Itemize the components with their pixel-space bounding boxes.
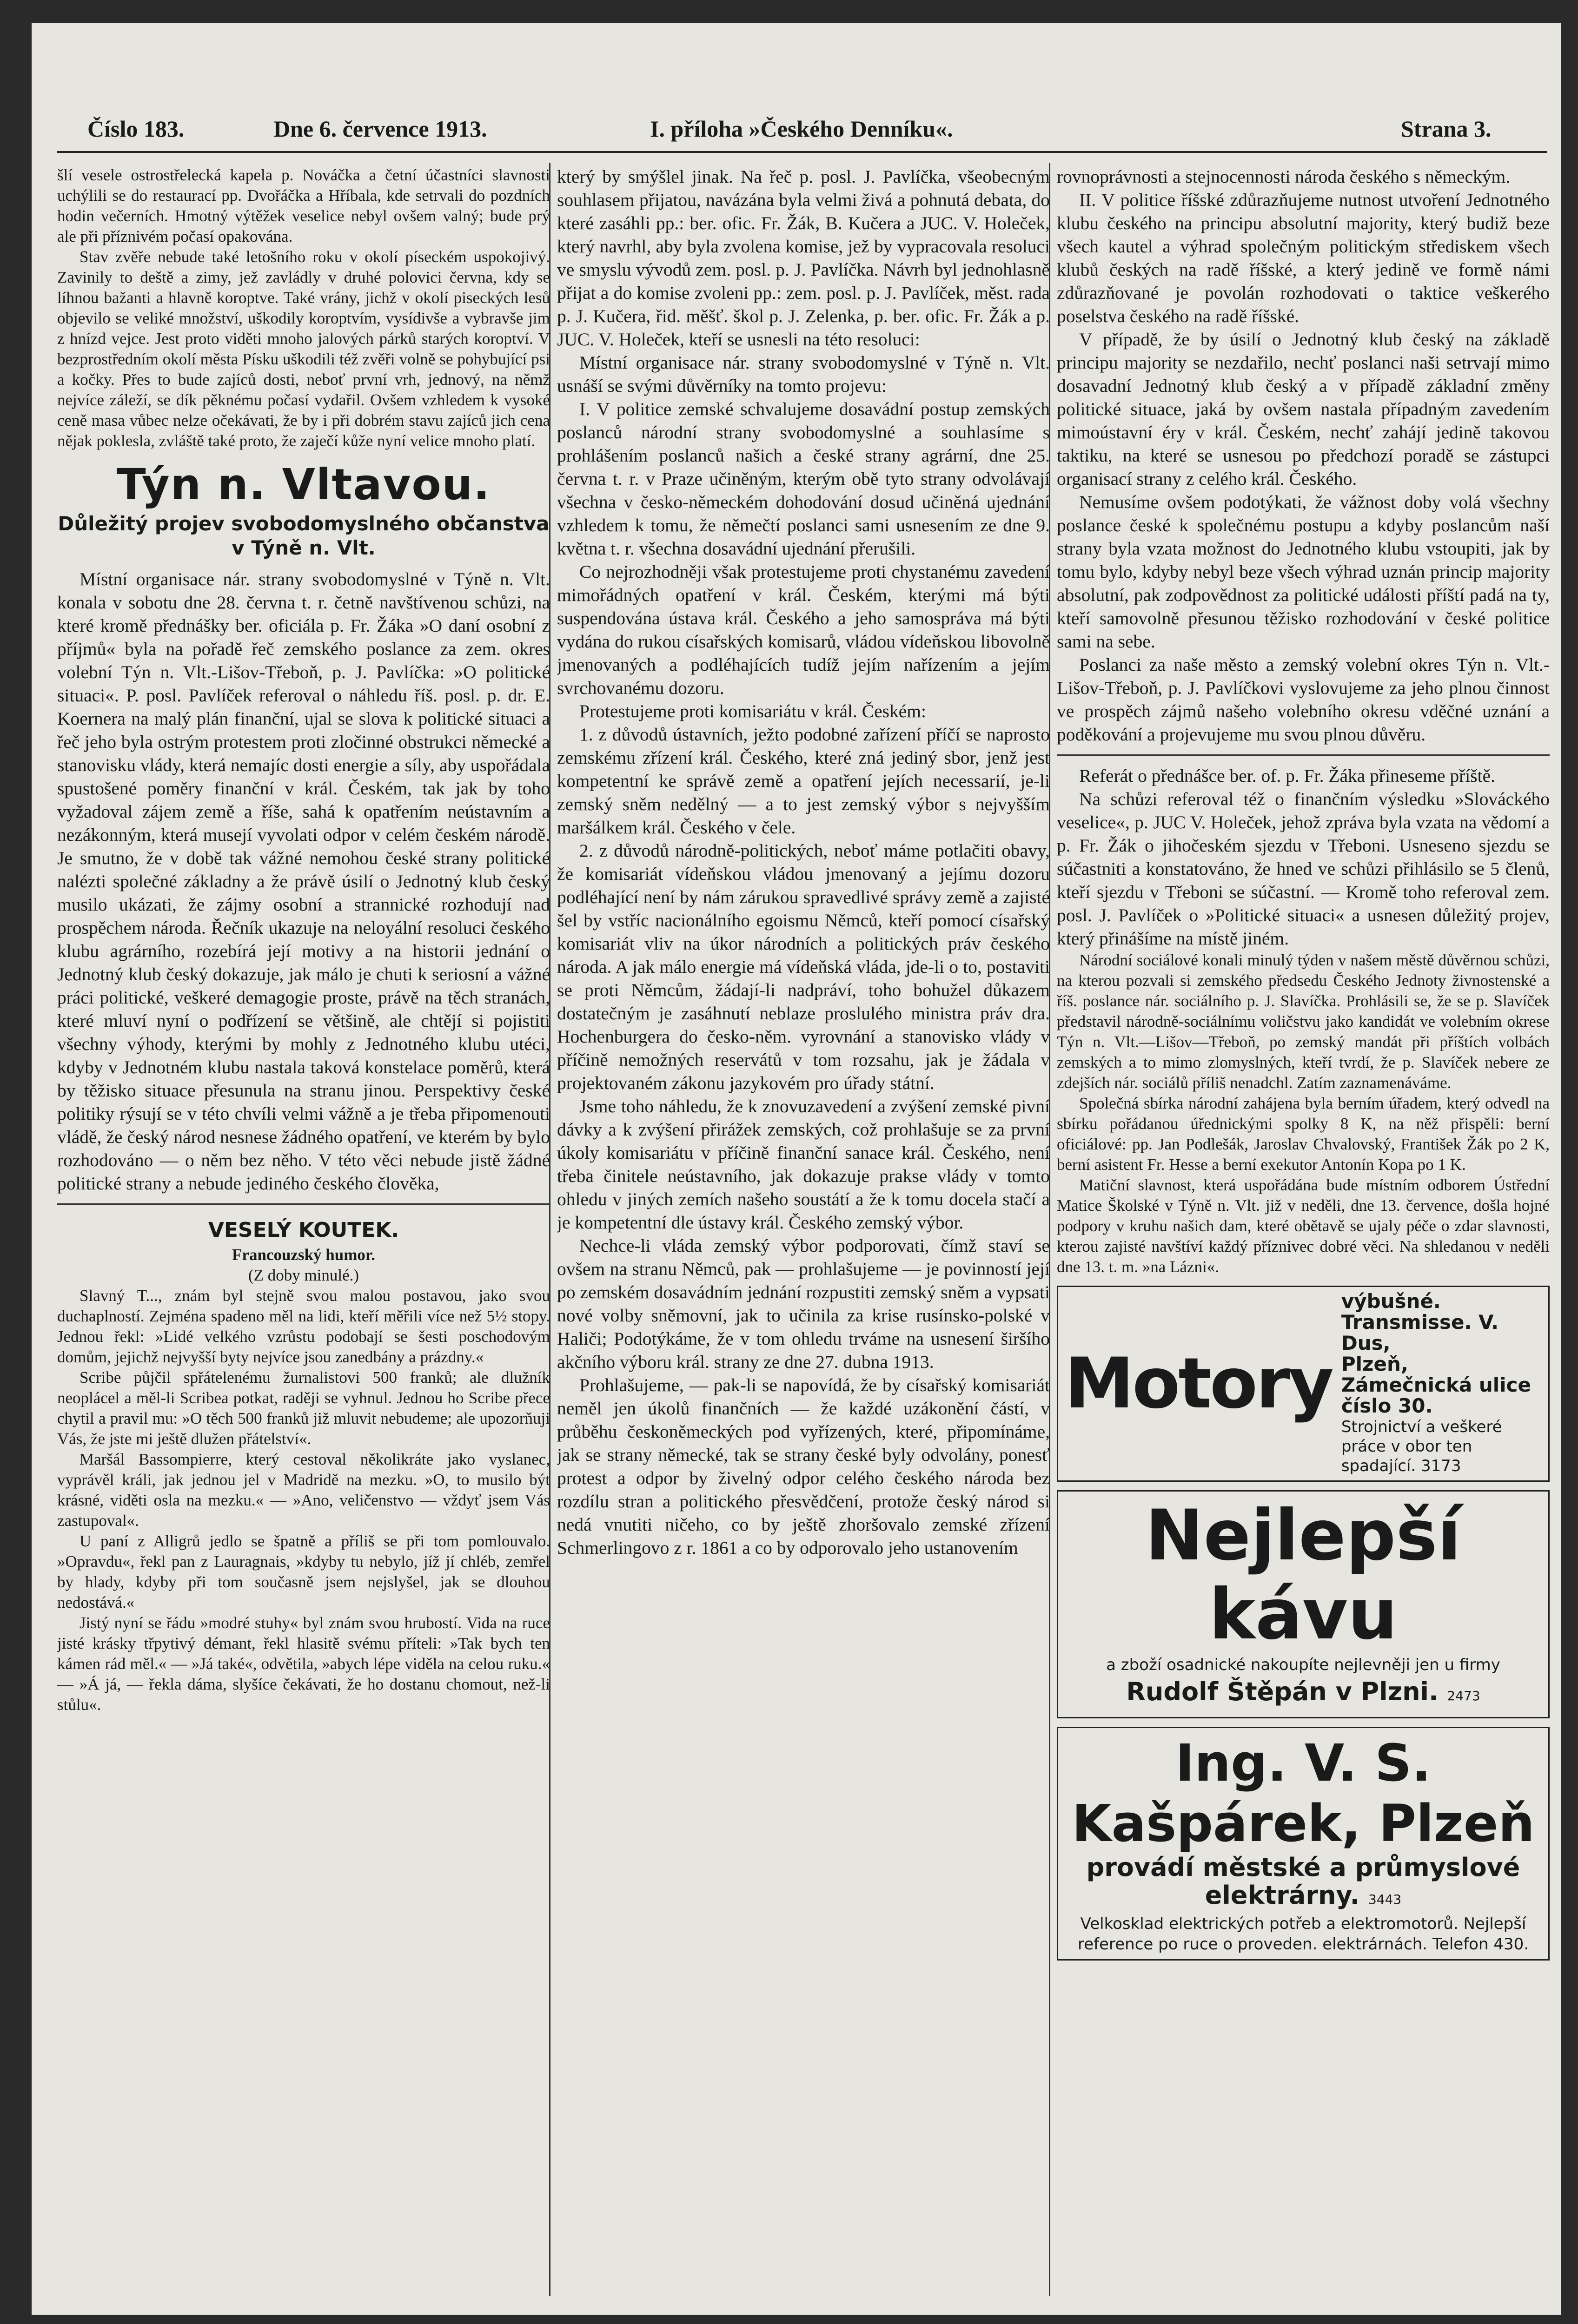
issue-number: Číslo 183. xyxy=(87,116,185,142)
paragraph: V případě, že by úsilí o Jednotný klub český na základě principu majority se nezdařilo, nechť poslanci naši setrvají mimo dosavadní Jednotný klub český a v případě základní změny politické situace, jaká by ovšem nastala případným zavedením mimoústavní éry v král. Českém, nechť zahájí jedině takovou taktiku, na které se usnesou po předchozí poradě se zástupci organisací strany z celého král. Českého. xyxy=(1057,329,1550,489)
divider xyxy=(57,1203,550,1205)
subheading: Francouzský humor. xyxy=(232,1246,375,1264)
article-title: Důležitý projev svobodomyslného občanstva v Týně n. Vlt. xyxy=(58,512,550,559)
issue-date: Dne 6. července 1913. xyxy=(273,116,487,142)
page-number: Strana 3. xyxy=(1401,116,1492,142)
paragraph: I. V politice zemské schvalujeme dosavádní postup zemských poslanců národní strany svobodomyslné a souhlasíme s prohlášením poslanců našich a české strany agrární, dne 25. června t. r. v Praze učiněným, kterým obě tyto strany odvolávají všechna v česko-německém dohodování dosud učiněná ujednání vzhledem k tomu, že němečtí poslanci sami usnesením ze dne 9. května t. r. všechna dosavádní ujednání přerušili. xyxy=(557,399,1050,559)
paragraph: II. V politice říšské zdůrazňujeme nutnost utvoření Jednotného klubu českého na principu absolutní majority, který budiž beze všech kautel a výhrad společným politickým střediskem všech klubů českých na radě říšské, a který jedině ve formě námi zdůrazňované je povolán rozhodovati o taktice veškerého poselstva českého na radě říšské. xyxy=(1057,190,1550,326)
ad-text xyxy=(1341,1292,1542,1476)
ad-code: 3173 xyxy=(1421,1457,1461,1475)
paragraph: Protestujeme proti komisariátu v král. Českém: xyxy=(579,701,926,721)
paragraph: Společná sbírka národní zahájena byla berním úřadem, který odvedl na sbírku pořádanou úřednickými spolky 8 K, na něž přispěli: berní oficiálové: pp. Jan Podlešák, Jaroslav Chvalovský, František Žák po 2 K, berní asistent Fr. Hesse a berní exekutor Antonín Kopa po 1 K. xyxy=(1057,1094,1550,1174)
paragraph: Jistý nyní se řádu »modré stuhy« byl znám svou hrubostí. Vida na ruce jisté krásky třpytivý démant, řekl hlasitě svému příteli: »Tak bych ten kámen rád měl.« — »Já také«, odvětila, »abych lépe viděla na celou ruku.« — »Á já, — řekla dáma, slyšíce čekávati, že ho dostanu chomout, než-li stůlu«. xyxy=(57,1614,550,1714)
supplement-title: I. příloha »Českého Denníku«. xyxy=(650,116,953,142)
page-header xyxy=(32,23,1561,158)
paragraph: Co nejrozhodněji však protestujeme proti chystanému zavedení mimořádných opatření v král. Českém, kterými má býti suspendována ústava král. Českého a jeho samospráva má býti vydána do rukou císařských komisarů, vládou vídeňskou libovolně jmenovaných a podléhajících tudíž jejím nařízením a jejím svrchovanému dozoru. xyxy=(557,561,1050,698)
section-title: Týn n. Vltavou. xyxy=(116,460,491,509)
ad-headline: Ing. V. S. Kašpárek, Plzeň xyxy=(1072,1733,1535,1853)
section-heading: VESELÝ KOUTEK. xyxy=(208,1218,399,1242)
ad-firm xyxy=(1065,1676,1542,1712)
paragraph: Nechce-li vláda zemský výbor podporovati, čímž staví se ovšem na stranu Němců, pak — prohlašujeme — je povinností její po zemském dosavádním jednání rozpustiti zemský sněm a vypsati nové volby sněmovní, jak to učinila za krise rusínsko-polské v Haliči; Podotýkáme, že v tom ohledu trváme na usnesení širšího akčního výboru král. strany ze dne 27. dubna 1913. xyxy=(557,1235,1050,1372)
ad-line: Plzeň, Zámečnická ulice číslo 30. xyxy=(1341,1353,1531,1417)
paragraph: který by smýšlel jinak. Na řeč p. posl. J. Pavlíčka, všeobecným souhlasem přijatou, navázána byla velmi živá a pohnutá debata, do které zasáhli pp.: ber. ofic. Fr. Žák, B. Kučera a JUC. V. Holeček, který navrhl, aby byla zvolena komise, jež by vypracovala resoluci ve smyslu vývodů zem. posl. p. J. Pavlíčka. Návrh byl jednohlasně přijat a do komise zvoleni pp.: zem. posl. p. J. Pavlíček, měst. rada p. J. Kučera, řid. měšť. škol p. J. Zelenka, p. ber. ofic. Fr. Žák a p. JUC. V. Holeček, kteří se usnesli na této resoluci: xyxy=(557,166,1050,350)
paragraph: Maršál Bassompierre, který cestoval několikráte jako vyslanec, vyprávěl králi, jak jednou jel v Madridě na mezku. »O, to musilo být krásné, viděti osla na mezku.« — »Ano, veličenstvo — vždyť jsem Vás zastupoval«. xyxy=(57,1450,550,1530)
column-2 xyxy=(557,165,1050,2303)
ad-headline: Motory xyxy=(1065,1343,1332,1424)
ad-line xyxy=(1065,1882,1542,1914)
advertisement-motory xyxy=(1057,1286,1550,1482)
newspaper-page xyxy=(32,23,1561,2315)
subheading: (Z doby minulé.) xyxy=(248,1266,359,1284)
paragraph: Slavný T..., znám byl stejně svou malou postavou, jako svou duchaplností. Zejména spadeno měl na lidi, kteří měřili více než 5½ stopy. Jednou řekl: »Lidé velkého vzrůstu podobají se šesti poschodovým domům, jejichž nejvyšší byty nejvíce jsou zanedbány a prázdny.« xyxy=(57,1287,550,1366)
paragraph: Nemusíme ovšem podotýkati, že vážnost doby volá všechny poslance české k společnému postupu a kdyby poslancům naší strany byla vzata možnost do Jednotného klubu vstoupiti, jak by tomu bylo, kdyby nebyl beze všech výhrad uznán princip majority absolutní, pak zodpovědnost za politické události příští padá na ty, kteří samovolně přesunou těžisko rozhodování v české politice sami na sebe. xyxy=(1057,492,1550,652)
header-rule xyxy=(57,151,1547,153)
paragraph: Na schůzi referoval též o finančním výsledku »Slováckého veselice«, p. JUC V. Holeček, jehož zpráva byla vzata na vědomí a p. Fr. Žák o jihočeském sjezdu v Třeboni. Usneseno sjezdu se súčastniti a konstatováno, že hned ve schůzi přihlásilo se 5 členů, kteří sjezdu v Třeboni se súčastní. — Kromě toho referoval zem. posl. J. Pavlíček o »Politické situaci« a usnesen důležitý projev, který přinášíme na místě jiném. xyxy=(1057,789,1550,949)
divider xyxy=(1057,754,1550,756)
ad-headline: Nejlepší kávu xyxy=(1145,1495,1461,1655)
advertisement-kava xyxy=(1057,1490,1550,1718)
paragraph: šlí vesele ostrostřelecká kapela p. Nováčka a četní účastníci slavnosti uchýlili se do restaurací pp. Dvořáčka a Hříbala, kde setrvali do pozdních hodin večerních. Hmotný výtěžek veselice nebyl ovšem valný; bude prý ale při příznivém počasí opakována. xyxy=(57,166,550,245)
paragraph: 2. z důvodů národně-politických, neboť máme potlačiti obavy, že komisariát vídeňskou vládou jmenovaný a jejímu dozoru podléhající není by nám zárukou spravedlivé správy země a zajisté šel by vstříc nacionálního egoismu Němců, kteří pomocí císařský komisariát vliv na úkor národních a politických práv českého národa. A jak málo energie má vídeňská vláda, jde-li o to, postaviti se proti Němcům, žádají-li nadpráví, toho bohužel důkazem dostatečným je zasáhnutí neblaze proslulého ministra práv dra. Hochenburgera do česko-něm. vyrovnání a stanovisko vlády v příčině nemožných reservátů v tom rozsahu, jak je žádala v projektovaném zákonu jazykovém pro úřady státní. xyxy=(557,840,1050,1093)
paragraph: Místní organisace nár. strany svobodomyslné v Týně n. Vlt. usnáší se svými důvěrníky na tomto projevu: xyxy=(557,352,1050,396)
paragraph: U paní z Alligrů jedlo se špatně a příliš se při tom pomlouvalo. »Opravdu«, řekl pan z Lauragnais, »kdyby tu nebylo, jíž jí chléb, zemřel by hlady, kdyby při tom současně jsem nejslyšel, jak se dlouhou nedostává.« xyxy=(57,1532,550,1611)
paragraph: Matiční slavnost, která uspořádána bude místním odborem Ústřední Matice Školské v Týně n. Vlt. již v neděli, dne 13. července, došla hojné podpory v kruhu našich dam, které obětavě se ujaly péče o zdar slavnosti, kterou zajisté navštíví každý příznivec dobré věci. Na shledanou v neděli dne 13. t. m. »na Lázni«. xyxy=(1057,1176,1550,1276)
paragraph: Referát o přednášce ber. of. p. Fr. Žáka přineseme příště. xyxy=(1079,766,1495,786)
ad-line: provádí městské a průmyslové xyxy=(1086,1853,1520,1882)
ad-line-text: elektrárny. xyxy=(1205,1881,1360,1910)
ad-code: 3443 xyxy=(1368,1892,1402,1907)
advertisement-kasparek xyxy=(1057,1727,1550,1961)
paragraph: rovnoprávnosti a stejnocennosti národa českého s německým. xyxy=(1057,166,1511,187)
column-1 xyxy=(57,165,550,2303)
ad-line: Velkosklad elektrických potřeb a elektromotorů. Nejlepší reference po ruce o proveden. elektrárnách. Telefon 430. xyxy=(1077,1915,1529,1954)
paragraph: Poslanci za naše město a zemský volební okres Týn n. Vlt.-Lišov-Třeboň, p. J. Pavlíčkovi vyslovujeme za jeho plnou činnost ve prospěch zájmů našeho volebního okresu vděčné uznání a poděkování a projevujeme mu svou plnou důvěru. xyxy=(1057,654,1550,745)
paragraph: Jsme toho náhledu, že k znovuzavedení a zvýšení zemské pivní dávky a k zvýšení přirážek zemských, což prohlašuje se za první úkoly komisariátu v příčině finanční sanace král. Českého, není třeba činitele neústavního, jak dokazuje prakse vlády v tomto ohledu v jiných zemích našeho soustátí a že k tomu docela stačí a je kompetentní dle ústavy král. Českého zemský výbor. xyxy=(557,1096,1050,1233)
ad-firm-name: Rudolf Štěpán v Plzni. xyxy=(1126,1677,1439,1706)
ad-line: výbušné. Transmisse. V. Dus, xyxy=(1341,1290,1499,1354)
paragraph: Místní organisace nár. strany svobodomyslné v Týně n. Vlt. konala v sobotu dne 28. června t. r. četně navštívenou schůzi, na které kromě přednášky ber. oficiála p. Fr. Žáka »O daní osobní z příjmů« byla na pořadě řeč zemského poslance za zem. okres volební Týn n. Vlt.-Lišov-Třeboň, p. J. Pavlíčka: »O politické situaci«. P. posl. Pavlíček referoval o náhledu říš. posl. p. dr. E. Koernera na malý plán finanční, ujal se slova k politické situaci a řeč jeho byla ostrým protestem proti zločinné obstrukci německé a stanovisku vlády, která nemajíc dosti energie a síly, aby uspořádala spustošené poměry finanční v král. Českém, tak jak by toho vyžadoval zájem země a říše, sahá k opatřením neústavním a nezákonným, která musejí vyvolati odpor v celém českém národě. Je smutno, že v době tak vážné nemohou české strany politické nalézti společné základny a že právě úsilí o Jednotný klub český musilo ukázati, že zájmy osobní a strannické rozhodují nad prospěchem národa. Řečník ukazuje na neloyální resoluci českého klubu agrárního, rozebírá její motivy a na historii jednání o Jednotný klub český dokazuje, jak málo je chuti k seriosní a vážné práci politické, veškeré demagogie proste, právě na těch stranách, které mluví nyní o podřízení se většině, ale chtějí si pojistiti všechny výhody, kterými by mohly z Jednotného klubu utéci, kdyby v Jednotném klubu nastala taková konstelace poměrů, která by těžisko situace přesunula na stranu jinou. Perspektivy české politiky rýsují se v této chvíli velmi vážně a je třeba připomenouti vládě, že český národ nesnese žádného opatření, ve kterém by bylo rozhodováno — o něm bez něho. V této věci nebude jistě žádné politické strany a nebude jediného českého člověka, xyxy=(57,569,550,1194)
paragraph: 1. z důvodů ústavních, ježto podobné zařízení příčí se naprosto zemskému zřízení král. Českého, které zná jediný sbor, jenž jest kompetentní ke správě země a opatření jejích necessarií, je-li zemský sněm nedělný — a to jest zemský výbor s nejvyšším maršálkem král. Českého v čele. xyxy=(557,724,1050,838)
ad-code: 2473 xyxy=(1447,1688,1480,1703)
column-3 xyxy=(1057,165,1550,2303)
paragraph: Stav zvěře nebude také letošního roku v okolí píseckém uspokojivý. Zavinily to deště a zimy, jež zavládly v druhé polovici června, kdy se líhnou bažanti a hlavně koroptve. Také vrány, jichž v okolí piseckých lesů objevilo se veliké množství, uškodily koroptvím, vysídivše a vybravše jim z hnízd vejce. Jest proto viděti mnoho jalových párků starých koroptví. V bezprostředním okolí města Písku uškodili též zvěři volně se pohybující psi a kočky. Přes to bude zajíců dosti, neboť první vrh, jednový, na němž nejvíce záleží, se dík pěknému počasí vydařil. Ovšem vzhledem k vysoké ceně masa vůbec nelze očekávati, že by i při dobrém stavu zajíců jich cena nějak poklesla, zvláště také proto, že zaječí kůže nyní velice mnoho platí. xyxy=(57,248,550,450)
paragraph: Národní sociálové konali minulý týden v našem městě důvěrnou schůzi, na kterou pozvali si zemského předsedu Českého Jednoty živnostenské a říš. poslance nár. sociálního p. J. Slavíčka. Prohlásili se, že se p. Slavíček představil národně-sociálnímu voličstvu jako kandidát ve volebním okrese Týn n. Vlt.—Lišov—Třeboň, po zemský mandát při příštích volbách zemských a to mimo zlomyslných, kteří tvrdí, že p. Slavíček nebere ze zdejších nár. sociálů příliš nenadchl. Zatím zaznamenáváme. xyxy=(1057,951,1550,1092)
paragraph: Scribe půjčil spřátelenému žurnalistovi 500 franků; ale dlužník neoplácel a měl-li Scribea potkat, raději se vyhnul. Jednou ho Scribe přece chytil a pravil mu: »O těch 500 franků již mluvit nebudeme; ale upozorňuji Vás, že jste mi ještě dlužen přátelství«. xyxy=(57,1368,550,1448)
paragraph: Prohlašujeme, — pak-li se napovídá, že by císařský komisariát neměl jen úkolů finančních — že každé uzákonění částí, v průběhu českoněmeckých pod vyřízených, které, připomínáme, jak se strany německé, tak se strany české byly odvolány, ponesť protest a odpor by živelný odpor celého českého národa bez rozdílu stran a politického přesvědčení, protože český národ si nedá vnutiti ničeho, co by ještě zhoršovalo zemské zřízení Schmerlingovo z r. 1861 a co by odporovalo jeho ustanovením xyxy=(557,1375,1050,1558)
ad-line: Strojnictví a veškeré práce v obor ten spadající. xyxy=(1341,1418,1502,1475)
ad-line: a zboží osadnické nakoupíte nejlevněji jen u firmy xyxy=(1106,1656,1500,1674)
